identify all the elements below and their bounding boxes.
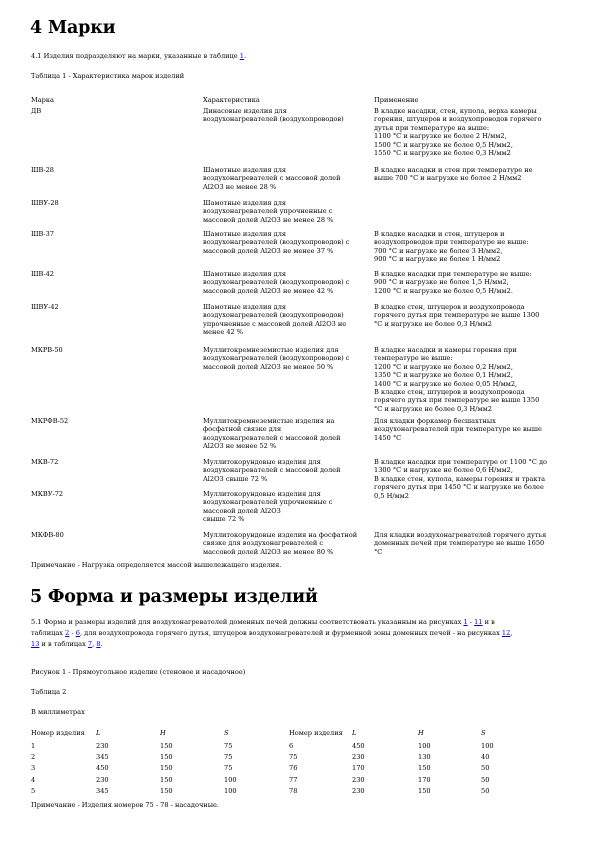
table-2-cell: 75 — [224, 742, 233, 750]
table-2-cell: 3 — [31, 764, 36, 773]
table-2-cell: 150 — [160, 786, 173, 795]
col-header-mark: Марка — [31, 96, 54, 104]
table-2-cell: 5 — [31, 786, 36, 795]
application-line: °С — [374, 547, 383, 556]
cross-reference-link[interactable]: 13 — [31, 640, 40, 648]
table-2-cell: 230 — [96, 775, 109, 784]
table-2-cell: 150 — [418, 786, 431, 795]
characteristic-line: фосфатной связке для — [203, 425, 282, 434]
col-header-characteristic: Характеристика — [203, 96, 260, 104]
table-2-header-cell: H — [160, 729, 166, 737]
characteristic-line: воздухонагревателей (воздухопроводов) с — [203, 354, 350, 363]
cross-reference-link[interactable]: 2 — [65, 629, 70, 637]
characteristic-line: Муллитокорундовые изделия для — [203, 490, 321, 498]
characteristic-line: воздухонагревателей (воздухопроводов) — [203, 115, 344, 124]
table-2-cell: 78 — [289, 786, 298, 795]
characteristic-line: Al2O3 свыше 72 % — [203, 474, 268, 483]
text-span: - — [69, 629, 76, 637]
characteristic-line: массовой долей Al2O3 не менее 50 % — [203, 362, 334, 371]
characteristic-line: массовой долей Al2O3 — [203, 506, 281, 515]
table-2-header-cell: L — [96, 729, 101, 737]
characteristic-line: Al2O3 не менее 28 % — [203, 182, 277, 191]
application-line: горячего дутья при температуре не выше 1300 — [374, 311, 540, 320]
table-2-units: В миллиметрах — [31, 708, 85, 716]
table-1-caption: Таблица 1 - Характеристика марок изделий — [31, 72, 185, 80]
table-2-cell: 150 — [160, 753, 173, 762]
table-2-cell: 50 — [481, 786, 490, 795]
mark-cell: ШВ-42 — [31, 270, 54, 278]
characteristic-line: воздухонагревателей с массовой долей — [203, 466, 341, 475]
characteristic-line: Al2O3 не менее 52 % — [203, 442, 277, 451]
cross-reference-link[interactable]: 11 — [474, 618, 483, 626]
mark-cell: МКРФВ-52 — [31, 417, 69, 425]
table-2-cell: 75 — [289, 753, 298, 762]
table-2-cell: 75 — [224, 764, 233, 773]
table-2-cell: 450 — [96, 764, 109, 773]
table-2-cell: 130 — [418, 753, 431, 762]
application-line: В кладке насадки при температуре от 1100 °С до — [374, 458, 548, 466]
characteristic-line: Шамотные изделия для — [203, 270, 287, 278]
table-2-cell: 170 — [352, 764, 365, 773]
characteristic-line: Муллитокорундовые изделия на фосфатной — [203, 531, 358, 539]
application-line: В кладке стен, штуцеров и воздухопровода — [374, 388, 525, 396]
application-line: 1500 °С и нагрузке не более 0,5 Н/мм2, — [374, 140, 513, 149]
table-2-cell: 345 — [96, 786, 109, 795]
characteristic-line: Муллитокремнеземистые изделия на — [203, 417, 335, 425]
table-2-header-cell: Номер изделия — [31, 729, 85, 737]
section-4-heading: 4 Марки — [30, 18, 116, 38]
application-line: В кладке стен, штуцеров и воздухопровода — [374, 303, 525, 311]
characteristic-line: менее 42 % — [203, 328, 244, 337]
table-2-header-cell: Номер изделия — [289, 729, 343, 737]
characteristic-line: массовой долей Al2O3 не менее 28 % — [203, 215, 334, 224]
text-span: , — [92, 640, 97, 648]
characteristic-line: Динасовые изделия для — [203, 107, 287, 115]
application-line: воздухопроводов при температуре не выше: — [374, 238, 529, 247]
cross-reference-link[interactable]: 12 — [501, 629, 511, 637]
application-line: 1200 °С и нагрузке не более 0,2 Н/мм2, — [374, 362, 513, 371]
characteristic-line: упрочненные с массовой долей Al2O3 не — [203, 319, 347, 328]
application-line: 1300 °С и нагрузке не более 0,6 Н/мм2, — [374, 466, 513, 475]
table-2-cell: 50 — [481, 764, 490, 773]
text-span: 4.1 Изделия подразделяют на марки, указанные в таблице — [31, 52, 240, 60]
application-line: 1400 °С и нагрузке не более 0,05 Н/мм2, — [374, 379, 518, 388]
application-line: 0,5 Н/мм2 — [374, 491, 410, 500]
application-line: °С и нагрузке не более 0,3 Н/мм2 — [374, 404, 492, 413]
section-5-para-line-3 — [31, 640, 103, 648]
text-span: . — [100, 640, 103, 648]
characteristic-line: массовой долей Al2O3 не менее 80 % — [203, 547, 334, 556]
application-line: 1200 °С и нагрузке не более 0,5 Н/мм2. — [374, 286, 513, 295]
mark-cell: МКВУ-72 — [31, 490, 64, 498]
text-span: , для воздухопровода горячего дутья, штуцеров воздухонагревателей и фурменной зоны доменных печей - на рисунках — [79, 629, 502, 637]
mark-cell: ШВ-37 — [31, 230, 54, 238]
application-line: температуре не выше: — [374, 354, 453, 363]
table-2-cell: 150 — [160, 764, 173, 773]
characteristic-line: воздухонагревателей (воздухопроводов) с — [203, 278, 350, 287]
mark-cell: ШВУ-28 — [31, 199, 59, 207]
table-2-cell: 230 — [352, 786, 365, 795]
characteristic-line: свыше 72 % — [203, 515, 245, 524]
characteristic-line: Муллитокремнеземистые изделия для — [203, 346, 339, 354]
mark-cell: ШВ-28 — [31, 166, 54, 174]
characteristic-line: Шамотные изделия для — [203, 303, 287, 311]
text-span: . — [244, 52, 247, 60]
cross-reference-link[interactable]: 8 — [96, 640, 101, 648]
table-2-cell: 6 — [289, 742, 294, 750]
application-line: 700 °С и нагрузке не более 3 Н/мм2, — [374, 246, 503, 255]
table-2-header-cell: L — [352, 729, 357, 737]
cross-reference-link[interactable]: 1 — [239, 52, 244, 60]
application-line: В кладке насадки при температуре не выше: — [374, 270, 532, 278]
table-2-cell: 230 — [352, 753, 365, 762]
table-2-note: Примечание - Изделия номеров 75 - 78 - насадочные. — [31, 801, 219, 809]
table-2-cell: 76 — [289, 764, 298, 773]
application-line: дутья при температуре на выше: — [374, 123, 490, 132]
table-1-note: Примечание - Нагрузка определяется массой вышележащего изделия. — [31, 561, 282, 569]
application-line: 1550 °С и нагрузке не более 0,3 Н/мм2 — [374, 149, 511, 157]
application-line: 900 °С и нагрузке не более 1,5 Н/мм2, — [374, 278, 509, 287]
table-2-cell: 40 — [481, 753, 490, 762]
table-2-cell: 50 — [481, 775, 490, 784]
application-line: горячего дутья при 1450 °С и нагрузке не более — [374, 483, 544, 492]
text-span: 5.1 Форма и размеры изделий для воздухонагревателей доменных печей должны соответствовать указанным на рисунках — [31, 618, 464, 626]
table-2-cell: 100 — [224, 786, 237, 795]
application-line: В кладке насадки и камеры горения при — [374, 346, 517, 354]
table-2-cell: 75 — [224, 753, 233, 762]
table-2-cell: 230 — [352, 775, 365, 784]
characteristic-line: Шамотные изделия для — [203, 199, 287, 207]
table-2-header-cell: S — [481, 729, 486, 737]
table-2-cell: 450 — [352, 742, 365, 750]
table-2-cell: 230 — [96, 742, 109, 750]
mark-cell: ДВ — [31, 107, 42, 115]
table-2-cell: 100 — [481, 742, 494, 750]
text-span: - — [467, 618, 475, 626]
application-line: доменных печей при температуре не выше 1650 — [374, 539, 545, 548]
table-2-header-cell: H — [418, 729, 424, 737]
application-line: горения, штуцеров и воздухопроводов горячего — [374, 115, 542, 124]
application-line: В кладке насадки, стен, купола, верха камеры — [374, 107, 537, 115]
section-5-para-line-2 — [31, 629, 512, 637]
table-2-cell: 150 — [418, 764, 431, 773]
application-line: выше 700 °С и нагрузке не более 2 Н/мм2 — [374, 174, 522, 183]
table-2-cell: 100 — [418, 742, 431, 750]
characteristic-line: воздухонагревателей (воздухопроводов) — [203, 311, 344, 320]
characteristic-line: Муллитокорундовые изделия для — [203, 458, 321, 466]
section-4-intro — [31, 52, 246, 60]
application-line: В кладке насадки и стен при температуре не — [374, 166, 533, 174]
text-span: и в — [482, 618, 495, 626]
characteristic-line: воздухонагревателей упрочненные с — [203, 498, 333, 507]
table-2-cell: 150 — [160, 775, 173, 784]
application-line: 1350 °С и нагрузке не более 0,1 Н/мм2, — [374, 371, 513, 380]
table-2-cell: 170 — [418, 775, 431, 784]
cross-reference-link[interactable]: 7 — [87, 640, 93, 648]
characteristic-line: Шамотные изделия для — [203, 166, 287, 174]
mark-cell: МКРВ-50 — [31, 346, 63, 354]
text-span: и в таблицах — [39, 640, 88, 648]
characteristic-line: связке для воздухонагревателей с — [203, 539, 324, 548]
characteristic-line: воздухонагревателей упрочненные с — [203, 207, 333, 216]
text-span: таблицах — [31, 629, 66, 637]
table-2-cell: 2 — [31, 753, 36, 762]
mark-cell: МКВ-72 — [31, 458, 59, 466]
cross-reference-link[interactable]: 6 — [75, 629, 80, 637]
table-2-cell: 77 — [289, 775, 298, 784]
application-line: В кладке стен, купола, камеры горения и тракта — [374, 474, 546, 483]
application-line: Для кладки воздухонагревателей горячего дутья — [374, 531, 547, 539]
application-line: 900 °С и нагрузке не более 1 Н/мм2 — [374, 255, 501, 264]
table-2-header-cell: S — [224, 729, 229, 737]
mark-cell: ШВУ-42 — [31, 303, 59, 311]
application-line: 1450 °С — [374, 433, 402, 442]
characteristic-line: массовой долей Al2O3 не менее 42 % — [203, 286, 334, 295]
application-line: горячего дутья при температуре не выше 1350 — [374, 396, 540, 405]
characteristic-line: массовой долей Al2O3 не менее 37 % — [203, 246, 334, 255]
table-2-cell: 1 — [31, 742, 36, 750]
application-line: Для кладки форкамер бесшахтных — [374, 417, 496, 425]
table-2-cell: 100 — [224, 775, 237, 784]
characteristic-line: Шамотные изделия для — [203, 230, 287, 238]
table-2-cell: 345 — [96, 753, 109, 762]
application-line: воздухонагревателей при температуре не выше — [374, 425, 542, 434]
table-2-caption: Таблица 2 — [31, 688, 67, 696]
figure-1-caption: Рисунок 1 - Прямоугольное изделие (стеновое и насадочное) — [31, 668, 246, 676]
cross-reference-link[interactable]: 1 — [463, 618, 468, 626]
section-5-heading: 5 Форма и размеры изделий — [30, 587, 318, 607]
table-2-cell: 4 — [31, 775, 36, 784]
mark-cell: МКФВ-80 — [31, 531, 64, 539]
characteristic-line: воздухонагревателей с массовой долей — [203, 174, 341, 183]
characteristic-line: воздухонагревателей (воздухопроводов) с — [203, 238, 350, 247]
section-5-para-line-1 — [31, 618, 495, 626]
application-line: В кладке насадки и стен, штуцеров и — [374, 230, 505, 238]
application-line: 1100 °С и нагрузке не более 2 Н/мм2, — [374, 132, 507, 141]
text-span: , — [510, 629, 513, 637]
table-2-cell: 150 — [160, 742, 173, 750]
characteristic-line: воздухонагревателей с массовой долей — [203, 433, 341, 442]
col-header-application: Применение — [374, 96, 419, 104]
application-line: °С и нагрузке не более 0,3 Н/мм2 — [374, 319, 492, 328]
